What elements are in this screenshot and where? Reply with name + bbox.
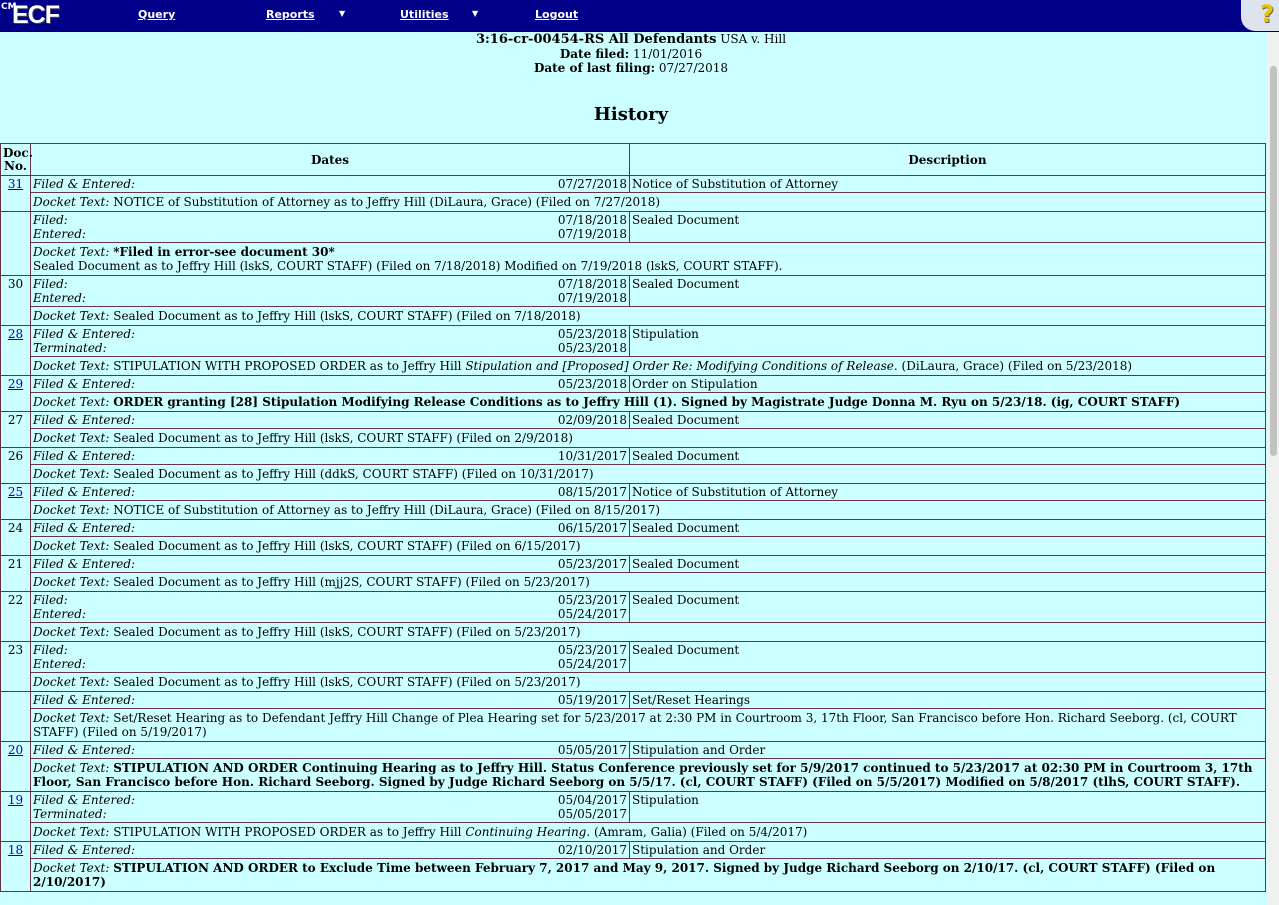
help-button[interactable] [1241, 0, 1279, 31]
dates-cell [31, 556, 630, 573]
docket-text-label: Docket Text: [33, 575, 110, 589]
docket-text-row [1, 859, 1266, 892]
date-value: 05/23/2018 [557, 327, 627, 341]
docket-text-label: Docket Text: [33, 467, 110, 481]
doc-number-cell [1, 556, 31, 592]
date-label: Terminated: [33, 807, 107, 821]
page-title: History [593, 104, 669, 125]
date-value: 05/23/2018 [557, 377, 627, 391]
table-row [1, 520, 1266, 537]
date-value: 05/23/2017 [557, 557, 627, 571]
table-row [1, 692, 1266, 709]
date-value: 08/15/2017 [557, 485, 627, 499]
docket-text-label: Docket Text: [33, 711, 110, 725]
docket-text-label: Docket Text: [33, 675, 110, 689]
docket-text-row [1, 623, 1266, 642]
doc-number-cell [1, 212, 31, 276]
date-label: Entered: [33, 227, 86, 241]
description-cell: Sealed Document [630, 592, 1266, 623]
docket-text-cell [31, 465, 1266, 484]
date-label: Filed & Entered: [33, 327, 136, 341]
doc-number: 30 [7, 277, 24, 291]
description-cell: Sealed Document [630, 520, 1266, 537]
date-value: 05/04/2017 [557, 793, 627, 807]
date-label: Entered: [33, 657, 86, 671]
doc-number: 24 [7, 521, 24, 535]
date-value: 05/24/2017 [557, 607, 627, 621]
date-value: 07/19/2018 [557, 291, 627, 305]
docket-text-row [1, 573, 1266, 592]
description-cell: Stipulation and Order [630, 742, 1266, 759]
help-icon: ? [1260, 0, 1274, 28]
menu-reports[interactable]: Reports [266, 8, 315, 21]
description-cell: Order on Stipulation [630, 376, 1266, 393]
docket-text-note: *Filed in error-see document 30* [113, 245, 335, 259]
dates-cell [31, 276, 630, 307]
table-row [1, 326, 1266, 357]
date-label: Filed: [33, 277, 68, 291]
doc-number: 26 [7, 449, 24, 463]
doc-number-cell [1, 176, 31, 212]
doc-number-cell [1, 276, 31, 326]
doc-number-cell [1, 842, 31, 892]
docket-text-label: Docket Text: [33, 245, 110, 259]
date-label: Filed: [33, 593, 68, 607]
logo-ecf: ECF [12, 1, 59, 29]
doc-number-cell [1, 376, 31, 412]
docket-text-row [1, 393, 1266, 412]
docket-text-cell [31, 709, 1266, 742]
dates-cell [31, 176, 630, 193]
doc-number-link[interactable]: 25 [7, 485, 24, 499]
date-filed-label: Date filed: [559, 47, 630, 61]
docket-text-label: Docket Text: [33, 861, 110, 875]
doc-number-cell [1, 742, 31, 792]
doc-number-cell [1, 326, 31, 376]
header-dates: Dates [31, 144, 630, 176]
docket-text-label: Docket Text: [33, 195, 110, 209]
table-row [1, 842, 1266, 859]
date-label: Terminated: [33, 341, 107, 355]
docket-text: STIPULATION AND ORDER to Exclude Time between February 7, 2017 and May 9, 2017. Signed by Judge Richard Seeborg on 2/10/17. (cl, COURT STAFF) (Filed on 2/10/2017) [33, 861, 1216, 889]
docket-text: Sealed Document as to Jeffry Hill (lskS, COURT STAFF) (Filed on 7/18/2018) [113, 309, 581, 323]
docket-text-cell [31, 537, 1266, 556]
table-row [1, 212, 1266, 243]
docket-text-italic: Stipulation and [Proposed] Order Re: Modifying Conditions of Release [465, 359, 894, 373]
docket-text-cell [31, 193, 1266, 212]
docket-text: Sealed Document as to Jeffry Hill (lskS, COURT STAFF) (Filed on 5/23/2017) [113, 675, 581, 689]
docket-text-cell [31, 673, 1266, 692]
date-value: 02/10/2017 [557, 843, 627, 857]
docket-text-label: Docket Text: [33, 761, 110, 775]
docket-text-row [1, 709, 1266, 742]
docket-text-row [1, 243, 1266, 276]
doc-number-link[interactable]: 20 [7, 743, 24, 757]
date-label: Filed & Entered: [33, 743, 136, 757]
dates-cell [31, 412, 630, 429]
doc-number-link[interactable]: 31 [7, 177, 24, 191]
doc-number-cell [1, 412, 31, 448]
reports-dropdown-icon[interactable]: ▼ [339, 9, 346, 18]
dates-cell [31, 376, 630, 393]
docket-text-italic: Continuing Hearing [465, 825, 587, 839]
date-label: Filed: [33, 643, 68, 657]
dates-cell [31, 326, 630, 357]
date-value: 05/23/2017 [557, 643, 627, 657]
date-value: 10/31/2017 [557, 449, 627, 463]
doc-number-link[interactable]: 18 [7, 843, 24, 857]
dates-cell [31, 448, 630, 465]
doc-number-cell [1, 792, 31, 842]
case-number: 3:16-cr-00454-RS All Defendants [475, 32, 717, 47]
docket-text-cell [31, 859, 1266, 892]
docket-text: STIPULATION WITH PROPOSED ORDER as to Jeffry Hill [113, 359, 466, 373]
last-filing-date: 07/27/2018 [658, 61, 729, 75]
docket-text-cell [31, 357, 1266, 376]
last-filing-label: Date of last filing: [533, 61, 656, 75]
docket-text-label: Docket Text: [33, 503, 110, 517]
date-value: 07/18/2018 [557, 277, 627, 291]
description-cell: Sealed Document [630, 642, 1266, 673]
date-value: 05/23/2017 [557, 593, 627, 607]
docket-text: Sealed Document as to Jeffry Hill (lskS, COURT STAFF) (Filed on 7/18/2018) Modified on 7/19/2018 (lskS, COURT STAFF). [33, 259, 783, 273]
docket-text-row [1, 357, 1266, 376]
doc-number: 21 [7, 557, 24, 571]
description-cell: Set/Reset Hearings [630, 692, 1266, 709]
docket-text-row [1, 823, 1266, 842]
table-row [1, 176, 1266, 193]
table-row [1, 484, 1266, 501]
date-label: Filed & Entered: [33, 413, 136, 427]
docket-text-cell [31, 623, 1266, 642]
date-label: Entered: [33, 291, 86, 305]
docket-text: Sealed Document as to Jeffry Hill (mjj2S, COURT STAFF) (Filed on 5/23/2017) [113, 575, 590, 589]
date-filed: 11/01/2016 [632, 47, 703, 61]
docket-text-cell [31, 573, 1266, 592]
table-row [1, 412, 1266, 429]
date-value: 07/19/2018 [557, 227, 627, 241]
dates-cell [31, 642, 630, 673]
doc-number: 27 [7, 413, 24, 427]
docket-text-cell [31, 243, 1266, 276]
docket-text: ORDER granting [28] Stipulation Modifying Release Conditions as to Jeffry Hill (1). Signed by Magistrate Judge Donna M. Ryu on 5/23/18. (ig, COURT STAFF) [113, 395, 1181, 409]
top-menu-bar [0, 0, 1279, 32]
description-cell: Sealed Document [630, 448, 1266, 465]
docket-text-row [1, 465, 1266, 484]
docket-text-row [1, 429, 1266, 448]
table-row [1, 276, 1266, 307]
description-cell: Sealed Document [630, 556, 1266, 573]
doc-number-link[interactable]: 19 [7, 793, 24, 807]
doc-number-cell [1, 448, 31, 484]
docket-text: STIPULATION AND ORDER Continuing Hearing as to Jeffry Hill. Status Conference previously set for 5/9/2017 continued to 5/23/2017 at 02:30 PM in Courtroom 3, 17th Floor, San Francisco before Hon. Richard Seeborg. Signed by Judge Richard Seeborg on 5/5/17. (cl, COURT STAFF) (Filed on 5/5/2017) Modified on 5/8/2017 (tlhS, COURT STAFF). [33, 761, 1253, 789]
date-label: Filed & Entered: [33, 793, 136, 807]
docket-text-row [1, 307, 1266, 326]
docket-text: STIPULATION WITH PROPOSED ORDER as to Jeffry Hill [113, 825, 466, 839]
date-value: 05/19/2017 [557, 693, 627, 707]
docket-text-row [1, 537, 1266, 556]
docket-text: NOTICE of Substitution of Attorney as to Jeffry Hill (DiLaura, Grace) (Filed on 8/15/2017) [113, 503, 661, 517]
logo-cm: CM [1, 2, 17, 12]
dates-cell [31, 520, 630, 537]
docket-text-label: Docket Text: [33, 625, 110, 639]
docket-text: . (Amram, Galia) (Filed on 5/4/2017) [586, 825, 808, 839]
docket-text-cell [31, 429, 1266, 448]
dates-cell [31, 592, 630, 623]
vertical-scrollbar[interactable] [1267, 32, 1279, 905]
dates-cell [31, 842, 630, 859]
date-label: Filed & Entered: [33, 485, 136, 499]
dates-cell [31, 692, 630, 709]
doc-number-cell [1, 520, 31, 556]
docket-text: . (DiLaura, Grace) (Filed on 5/23/2018) [893, 359, 1133, 373]
docket-text-cell [31, 307, 1266, 326]
menu-utilities[interactable]: Utilities [400, 8, 449, 21]
date-label: Filed: [33, 213, 68, 227]
docket-text: Set/Reset Hearing as to Defendant Jeffry Hill Change of Plea Hearing set for 5/23/2017 at 2:30 PM in Courtroom 3, 17th Floor, San Francisco before Hon. Richard Seeborg. (cl, COURT STAFF) (Filed on 5/19/2017) [33, 711, 1237, 739]
date-value: 05/05/2017 [557, 743, 627, 757]
date-value: 06/15/2017 [557, 521, 627, 535]
date-label: Filed & Entered: [33, 377, 136, 391]
date-label: Filed & Entered: [33, 693, 136, 707]
table-row [1, 742, 1266, 759]
case-name: USA v. Hill [720, 32, 787, 46]
description-cell: Stipulation [630, 792, 1266, 823]
doc-number-cell [1, 692, 31, 742]
doc-number: 22 [7, 593, 24, 607]
history-table [0, 143, 1266, 892]
date-value: 05/05/2017 [557, 807, 627, 821]
description-cell: Stipulation and Order [630, 842, 1266, 859]
date-label: Filed & Entered: [33, 557, 136, 571]
table-row [1, 448, 1266, 465]
date-label: Filed & Entered: [33, 449, 136, 463]
date-label: Entered: [33, 607, 86, 621]
date-label: Filed & Entered: [33, 521, 136, 535]
docket-text-cell [31, 823, 1266, 842]
docket-text: Sealed Document as to Jeffry Hill (lskS, COURT STAFF) (Filed on 2/9/2018) [113, 431, 573, 445]
docket-text-label: Docket Text: [33, 431, 110, 445]
utilities-dropdown-icon[interactable]: ▼ [472, 9, 479, 18]
table-row [1, 792, 1266, 823]
docket-text: Sealed Document as to Jeffry Hill (ddkS, COURT STAFF) (Filed on 10/31/2017) [113, 467, 594, 481]
dates-cell [31, 484, 630, 501]
case-header [0, 32, 1262, 75]
doc-number-link[interactable]: 28 [7, 327, 24, 341]
date-value: 02/09/2018 [557, 413, 627, 427]
docket-text-cell [31, 501, 1266, 520]
docket-text-row [1, 759, 1266, 792]
doc-number-cell [1, 484, 31, 520]
date-value: 07/18/2018 [557, 213, 627, 227]
table-row [1, 556, 1266, 573]
docket-text-label: Docket Text: [33, 309, 110, 323]
doc-number-cell [1, 592, 31, 642]
header-description: Description [630, 144, 1266, 176]
date-label: Filed & Entered: [33, 177, 136, 191]
docket-text: Sealed Document as to Jeffry Hill (lskS, COURT STAFF) (Filed on 5/23/2017) [113, 625, 581, 639]
doc-number-link[interactable]: 29 [7, 377, 24, 391]
table-row [1, 642, 1266, 673]
description-cell: Sealed Document [630, 212, 1266, 243]
description-cell: Stipulation [630, 326, 1266, 357]
date-value: 07/27/2018 [557, 177, 627, 191]
docket-text-label: Docket Text: [33, 359, 110, 373]
docket-text-cell [31, 759, 1266, 792]
docket-text: NOTICE of Substitution of Attorney as to Jeffry Hill (DiLaura, Grace) (Filed on 7/27/2018) [113, 195, 661, 209]
doc-number-cell [1, 642, 31, 692]
description-cell: Notice of Substitution of Attorney [630, 176, 1266, 193]
menu-query[interactable]: Query [138, 8, 176, 21]
scrollbar-thumb[interactable] [1270, 66, 1277, 456]
description-cell: Notice of Substitution of Attorney [630, 484, 1266, 501]
docket-text-row [1, 193, 1266, 212]
date-value: 05/24/2017 [557, 657, 627, 671]
docket-text-label: Docket Text: [33, 395, 110, 409]
docket-text: Sealed Document as to Jeffry Hill (lskS, COURT STAFF) (Filed on 6/15/2017) [113, 539, 581, 553]
docket-text-label: Docket Text: [33, 539, 110, 553]
dates-cell [31, 792, 630, 823]
date-value: 05/23/2018 [557, 341, 627, 355]
description-cell: Sealed Document [630, 276, 1266, 307]
description-cell: Sealed Document [630, 412, 1266, 429]
date-label: Filed & Entered: [33, 843, 136, 857]
dates-cell [31, 742, 630, 759]
docket-text-row [1, 501, 1266, 520]
doc-number: 23 [7, 643, 24, 657]
table-row [1, 376, 1266, 393]
table-row [1, 592, 1266, 623]
docket-text-cell [31, 393, 1266, 412]
menu-logout[interactable]: Logout [535, 8, 579, 21]
dates-cell [31, 212, 630, 243]
header-doc-no: Doc. No. [1, 144, 31, 176]
docket-text-row [1, 673, 1266, 692]
docket-text-label: Docket Text: [33, 825, 110, 839]
